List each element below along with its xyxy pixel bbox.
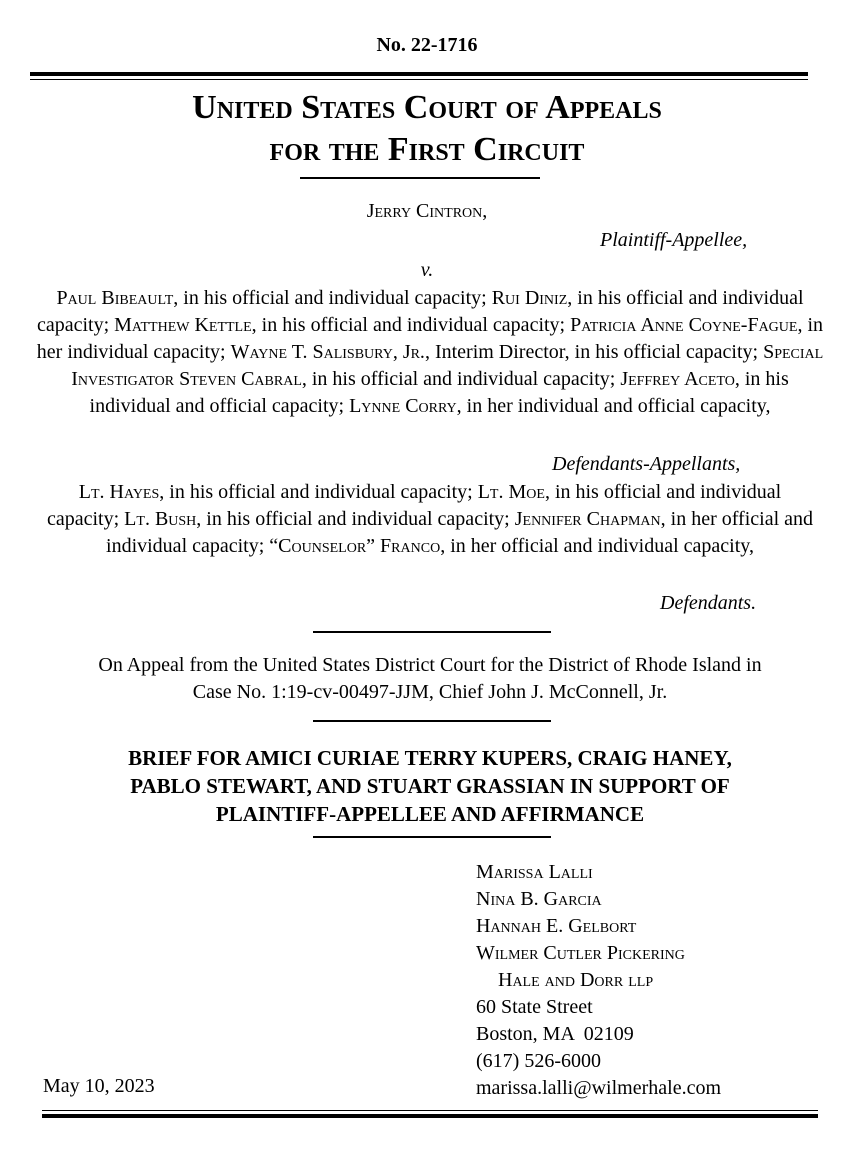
versus: v. — [420, 259, 434, 281]
counsel-name: Nina B. Garcia — [476, 888, 602, 910]
party-name: “Counselor” Franco — [269, 535, 441, 557]
party-capacity: , in his official and individual capacity; — [46, 481, 782, 530]
section-rule-3 — [313, 836, 551, 838]
party-name: Matthew Kettle — [114, 314, 252, 336]
party-name: Lt. Bush — [124, 508, 197, 530]
email-address: marissa.lalli@wilmerhale.com — [476, 1077, 722, 1099]
plaintiff-role: Plaintiff-Appellee, — [600, 229, 748, 251]
counsel-name: Hannah E. Gelbort — [476, 915, 637, 937]
counsel-block — [476, 859, 846, 1102]
appeal-line2: Case No. 1:19-cv-00497-JJM, Chief John J. McConnell, Jr. — [192, 681, 668, 703]
appeal-line1: On Appeal from the United States District Court for the District of Rhode Island in — [98, 654, 762, 676]
plaintiff-name: Jerry Cintron, — [366, 200, 488, 222]
section-rule-2 — [313, 720, 551, 722]
filing-date: May 10, 2023 — [43, 1075, 155, 1097]
court-name-line1: United States Court of Appeals — [192, 89, 662, 126]
counsel-name: Marissa Lalli — [476, 861, 593, 883]
party-capacity: , in his official and individual capacity; — [301, 368, 621, 390]
party-name: Wayne T. Salisbury, Jr. — [230, 341, 425, 363]
party-capacity: , in his official and individual capacity; — [159, 481, 478, 503]
party-capacity: , in her individual capacity; — [36, 314, 824, 363]
defendants-list — [45, 479, 815, 560]
brief-title-line3: PLAINTIFF-APPELLEE AND AFFIRMANCE — [215, 802, 645, 826]
party-capacity: , in his individual and official capacity; — [89, 368, 789, 417]
defendants-appellants-role: Defendants-Appellants, — [552, 453, 741, 475]
firm-name-line2: Hale and Dorr llp — [498, 969, 654, 991]
section-rule-1 — [313, 631, 551, 633]
party-name: Jeffrey Aceto — [620, 368, 735, 390]
firm-name-line1: Wilmer Cutler Pickering — [476, 942, 685, 964]
party-name: Special Investigator Steven Cabral — [71, 341, 824, 390]
bottom-rule-thin — [42, 1110, 818, 1111]
party-capacity: , in her official and individual capacity; — [106, 508, 814, 557]
address-street: 60 State Street — [476, 996, 593, 1018]
party-capacity: , in his official and individual capacity; — [196, 508, 515, 530]
brief-title-line2: PABLO STEWART, AND STUART GRASSIAN IN SUPPORT OF — [130, 774, 730, 798]
case-number: No. 22-1716 — [376, 34, 478, 56]
party-name: Patricia Anne Coyne-Fague — [570, 314, 798, 336]
party-name: Lt. Hayes — [78, 481, 160, 503]
party-name: Lynne Corry — [349, 395, 457, 417]
top-rule-thin — [30, 79, 808, 80]
party-capacity: , in his official and individual capacity; — [251, 314, 571, 336]
party-capacity: , in his official and individual capacity; — [173, 287, 492, 309]
party-capacity: , in her individual and official capacity, — [456, 395, 771, 417]
brief-title — [0, 744, 854, 828]
party-name: Paul Bibeault — [56, 287, 174, 309]
party-name: Lt. Moe — [477, 481, 545, 503]
party-name: Rui Diniz — [491, 287, 568, 309]
court-underline — [300, 177, 540, 179]
party-capacity: , in her official and individual capacity, — [440, 535, 754, 557]
party-name: Jennifer Chapman — [514, 508, 661, 530]
address-city: Boston, MA 02109 — [476, 1023, 634, 1045]
brief-title-line1: BRIEF FOR AMICI CURIAE TERRY KUPERS, CRAIG HANEY, — [128, 746, 732, 770]
bottom-rule-thick — [42, 1114, 818, 1118]
defendants-appellants-list — [30, 285, 830, 420]
phone-number: (617) 526-6000 — [476, 1050, 601, 1072]
court-name-line2: for the First Circuit — [269, 131, 585, 168]
defendants-role: Defendants. — [660, 592, 757, 614]
party-capacity: , Interim Director, in his official capacity; — [424, 341, 764, 363]
party-capacity: , in his official and individual capacity; — [36, 287, 804, 336]
top-rule-thick — [30, 72, 808, 76]
